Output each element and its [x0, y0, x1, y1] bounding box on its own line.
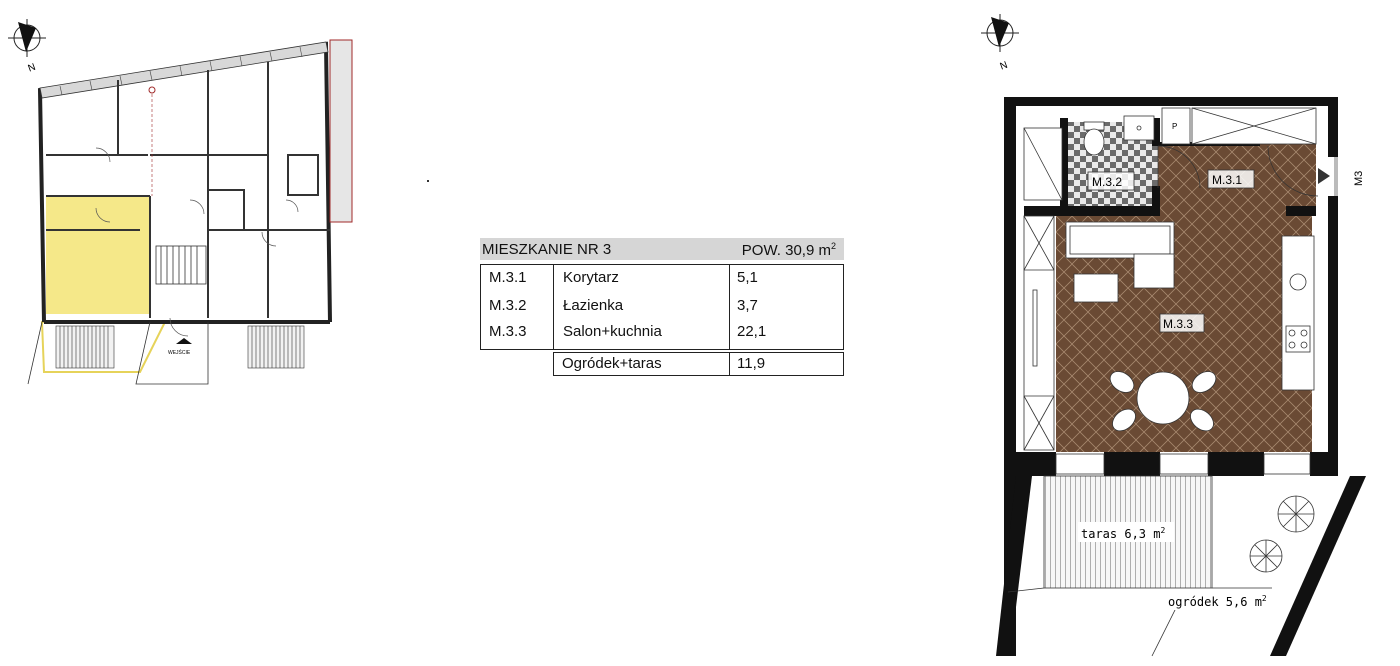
compass-north-label: N: [998, 59, 1010, 73]
svg-text:M.3.1: M.3.1: [1212, 173, 1243, 187]
coffee-table: [1074, 274, 1118, 302]
garden-label: ogródek 5,6 $m^2$: [1168, 594, 1267, 609]
total-area: POW. 30,9 $m^2$: [741, 241, 836, 259]
table-title: MIESZKANIE NR 3: [482, 241, 612, 258]
terrace-label: taras 6,3 $m^2$: [1081, 526, 1166, 541]
terrace-right: [248, 326, 304, 368]
table-rows: [480, 264, 844, 350]
compass-north-label: N: [26, 61, 38, 75]
table-row: M.3.1 Korytarz 5,1: [489, 269, 758, 286]
table-row: M.3.2 Łazienka 3,7: [489, 297, 758, 314]
shrub-icon: [1250, 496, 1314, 572]
staircase: [156, 246, 206, 284]
area-table: [480, 238, 844, 378]
compass-icon: [8, 19, 46, 75]
room-label-corridor: [1208, 170, 1254, 188]
terrace-left: [56, 326, 114, 368]
table-header: [480, 238, 844, 260]
entrance-label: WEJŚCIE: [168, 350, 191, 356]
table-row: M.3.3 Salon+kuchnia 22,1: [489, 323, 767, 340]
compass-icon: [981, 14, 1019, 73]
room-label-living: [1160, 314, 1204, 332]
fridge-label: P: [1172, 122, 1178, 131]
wardrobe-left: [1024, 216, 1054, 450]
toilet-bowl: [1084, 129, 1104, 155]
room-label-bathroom: [1088, 172, 1134, 190]
apartment-3-highlight: [46, 196, 150, 314]
table-row-garden: Ogródek+taras 11,9: [553, 352, 844, 376]
svg-text:M.3.2: M.3.2: [1092, 175, 1123, 189]
building-overview: [0, 0, 370, 400]
kitchen-counter: [1282, 236, 1314, 390]
stray-dot: [427, 180, 429, 182]
apartment-plan: [960, 0, 1400, 661]
unit-marker: M3: [1353, 170, 1365, 186]
svg-text:M.3.3: M.3.3: [1163, 317, 1194, 331]
shower: [1024, 128, 1062, 200]
